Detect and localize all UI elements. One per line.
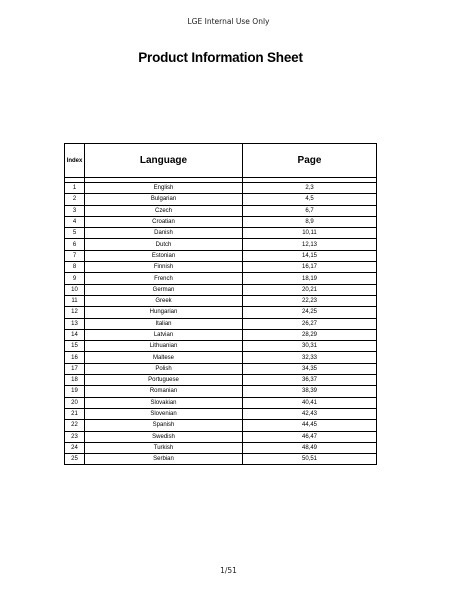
row-index-cell: 23 [65, 431, 85, 442]
table-row [65, 442, 377, 453]
language-index-table [64, 143, 377, 465]
row-language-cell: Dutch [85, 239, 243, 250]
row-page-cell: 46,47 [243, 431, 377, 442]
row-language-cell: Czech [85, 205, 243, 216]
row-index-cell: 24 [65, 442, 85, 453]
row-index-cell: 9 [65, 273, 85, 284]
row-language-cell: Hungarian [85, 307, 243, 318]
row-page-cell: 4,5 [243, 194, 377, 205]
row-page-cell: 2,3 [243, 183, 377, 194]
row-page-cell: 44,45 [243, 420, 377, 431]
table-row [65, 341, 377, 352]
row-page-cell: 14,15 [243, 250, 377, 261]
row-page-cell: 24,25 [243, 307, 377, 318]
row-index-cell: 13 [65, 318, 85, 329]
table-row [65, 386, 377, 397]
row-index-cell: 3 [65, 205, 85, 216]
row-index-cell: 7 [65, 250, 85, 261]
row-page-cell: 50,51 [243, 454, 377, 465]
table-row [65, 307, 377, 318]
row-page-cell: 34,35 [243, 363, 377, 374]
row-language-cell: Polish [85, 363, 243, 374]
row-language-cell: Slovakian [85, 397, 243, 408]
table-row [65, 262, 377, 273]
row-page-cell: 36,37 [243, 375, 377, 386]
page-header: LGE Internal Use Only [187, 17, 270, 26]
table-row [65, 352, 377, 363]
row-index-cell: 20 [65, 397, 85, 408]
table-row [65, 431, 377, 442]
row-index-cell: 22 [65, 420, 85, 431]
row-page-cell: 30,31 [243, 341, 377, 352]
row-language-cell: Croatian [85, 216, 243, 227]
row-page-cell: 16,17 [243, 262, 377, 273]
row-index-cell: 25 [65, 454, 85, 465]
table-row [65, 454, 377, 465]
row-page-cell: 6,7 [243, 205, 377, 216]
row-language-cell: Slovenian [85, 408, 243, 419]
row-index-cell: 16 [65, 352, 85, 363]
row-page-cell: 18,19 [243, 273, 377, 284]
table-row [65, 250, 377, 261]
row-language-cell: Spanish [85, 420, 243, 431]
row-page-cell: 38,39 [243, 386, 377, 397]
row-page-cell: 28,29 [243, 329, 377, 340]
row-language-cell: Finnish [85, 262, 243, 273]
row-index-cell: 14 [65, 329, 85, 340]
table-body [65, 178, 377, 465]
row-page-cell: 22,23 [243, 295, 377, 306]
row-index-cell: 17 [65, 363, 85, 374]
row-language-cell: Romanian [85, 386, 243, 397]
table-row [65, 397, 377, 408]
page-number: 1/51 [220, 566, 237, 575]
row-index-cell: 4 [65, 216, 85, 227]
row-index-cell: 1 [65, 183, 85, 194]
row-page-cell: 40,41 [243, 397, 377, 408]
row-language-cell: German [85, 284, 243, 295]
row-language-cell: Bulgarian [85, 194, 243, 205]
row-language-cell: Lithuanian [85, 341, 243, 352]
table-row [65, 329, 377, 340]
table-row [65, 295, 377, 306]
row-index-cell: 8 [65, 262, 85, 273]
row-index-cell: 18 [65, 375, 85, 386]
row-page-cell: 8,9 [243, 216, 377, 227]
column-header-page: Page [243, 144, 377, 178]
table-row [65, 273, 377, 284]
row-language-cell: French [85, 273, 243, 284]
table-row [65, 420, 377, 431]
column-header-index: Index [65, 144, 85, 178]
table-row [65, 375, 377, 386]
table-row [65, 239, 377, 250]
row-index-cell: 15 [65, 341, 85, 352]
row-language-cell: Italian [85, 318, 243, 329]
row-language-cell: Serbian [85, 454, 243, 465]
row-language-cell: Turkish [85, 442, 243, 453]
table-row [65, 183, 377, 194]
row-language-cell: Swedish [85, 431, 243, 442]
table-header-row [65, 144, 377, 178]
page-title: Product Information Sheet [138, 50, 303, 65]
row-page-cell: 26,27 [243, 318, 377, 329]
table-row [65, 284, 377, 295]
row-index-cell: 11 [65, 295, 85, 306]
table-row [65, 228, 377, 239]
row-page-cell: 20,21 [243, 284, 377, 295]
row-language-cell: Estonian [85, 250, 243, 261]
row-index-cell: 10 [65, 284, 85, 295]
row-page-cell: 42,43 [243, 408, 377, 419]
row-language-cell: Portuguese [85, 375, 243, 386]
row-language-cell: Maltese [85, 352, 243, 363]
row-index-cell: 2 [65, 194, 85, 205]
table-row [65, 318, 377, 329]
row-language-cell: Greek [85, 295, 243, 306]
table-row [65, 408, 377, 419]
column-header-language: Language [85, 144, 243, 178]
table-row [65, 194, 377, 205]
table-row [65, 363, 377, 374]
row-language-cell: Latvian [85, 329, 243, 340]
row-index-cell: 19 [65, 386, 85, 397]
table-row [65, 205, 377, 216]
row-index-cell: 21 [65, 408, 85, 419]
row-page-cell: 48,49 [243, 442, 377, 453]
row-index-cell: 5 [65, 228, 85, 239]
row-page-cell: 10,11 [243, 228, 377, 239]
row-index-cell: 6 [65, 239, 85, 250]
row-page-cell: 32,33 [243, 352, 377, 363]
row-page-cell: 12,13 [243, 239, 377, 250]
row-language-cell: English [85, 183, 243, 194]
table-row [65, 216, 377, 227]
row-language-cell: Danish [85, 228, 243, 239]
row-index-cell: 12 [65, 307, 85, 318]
